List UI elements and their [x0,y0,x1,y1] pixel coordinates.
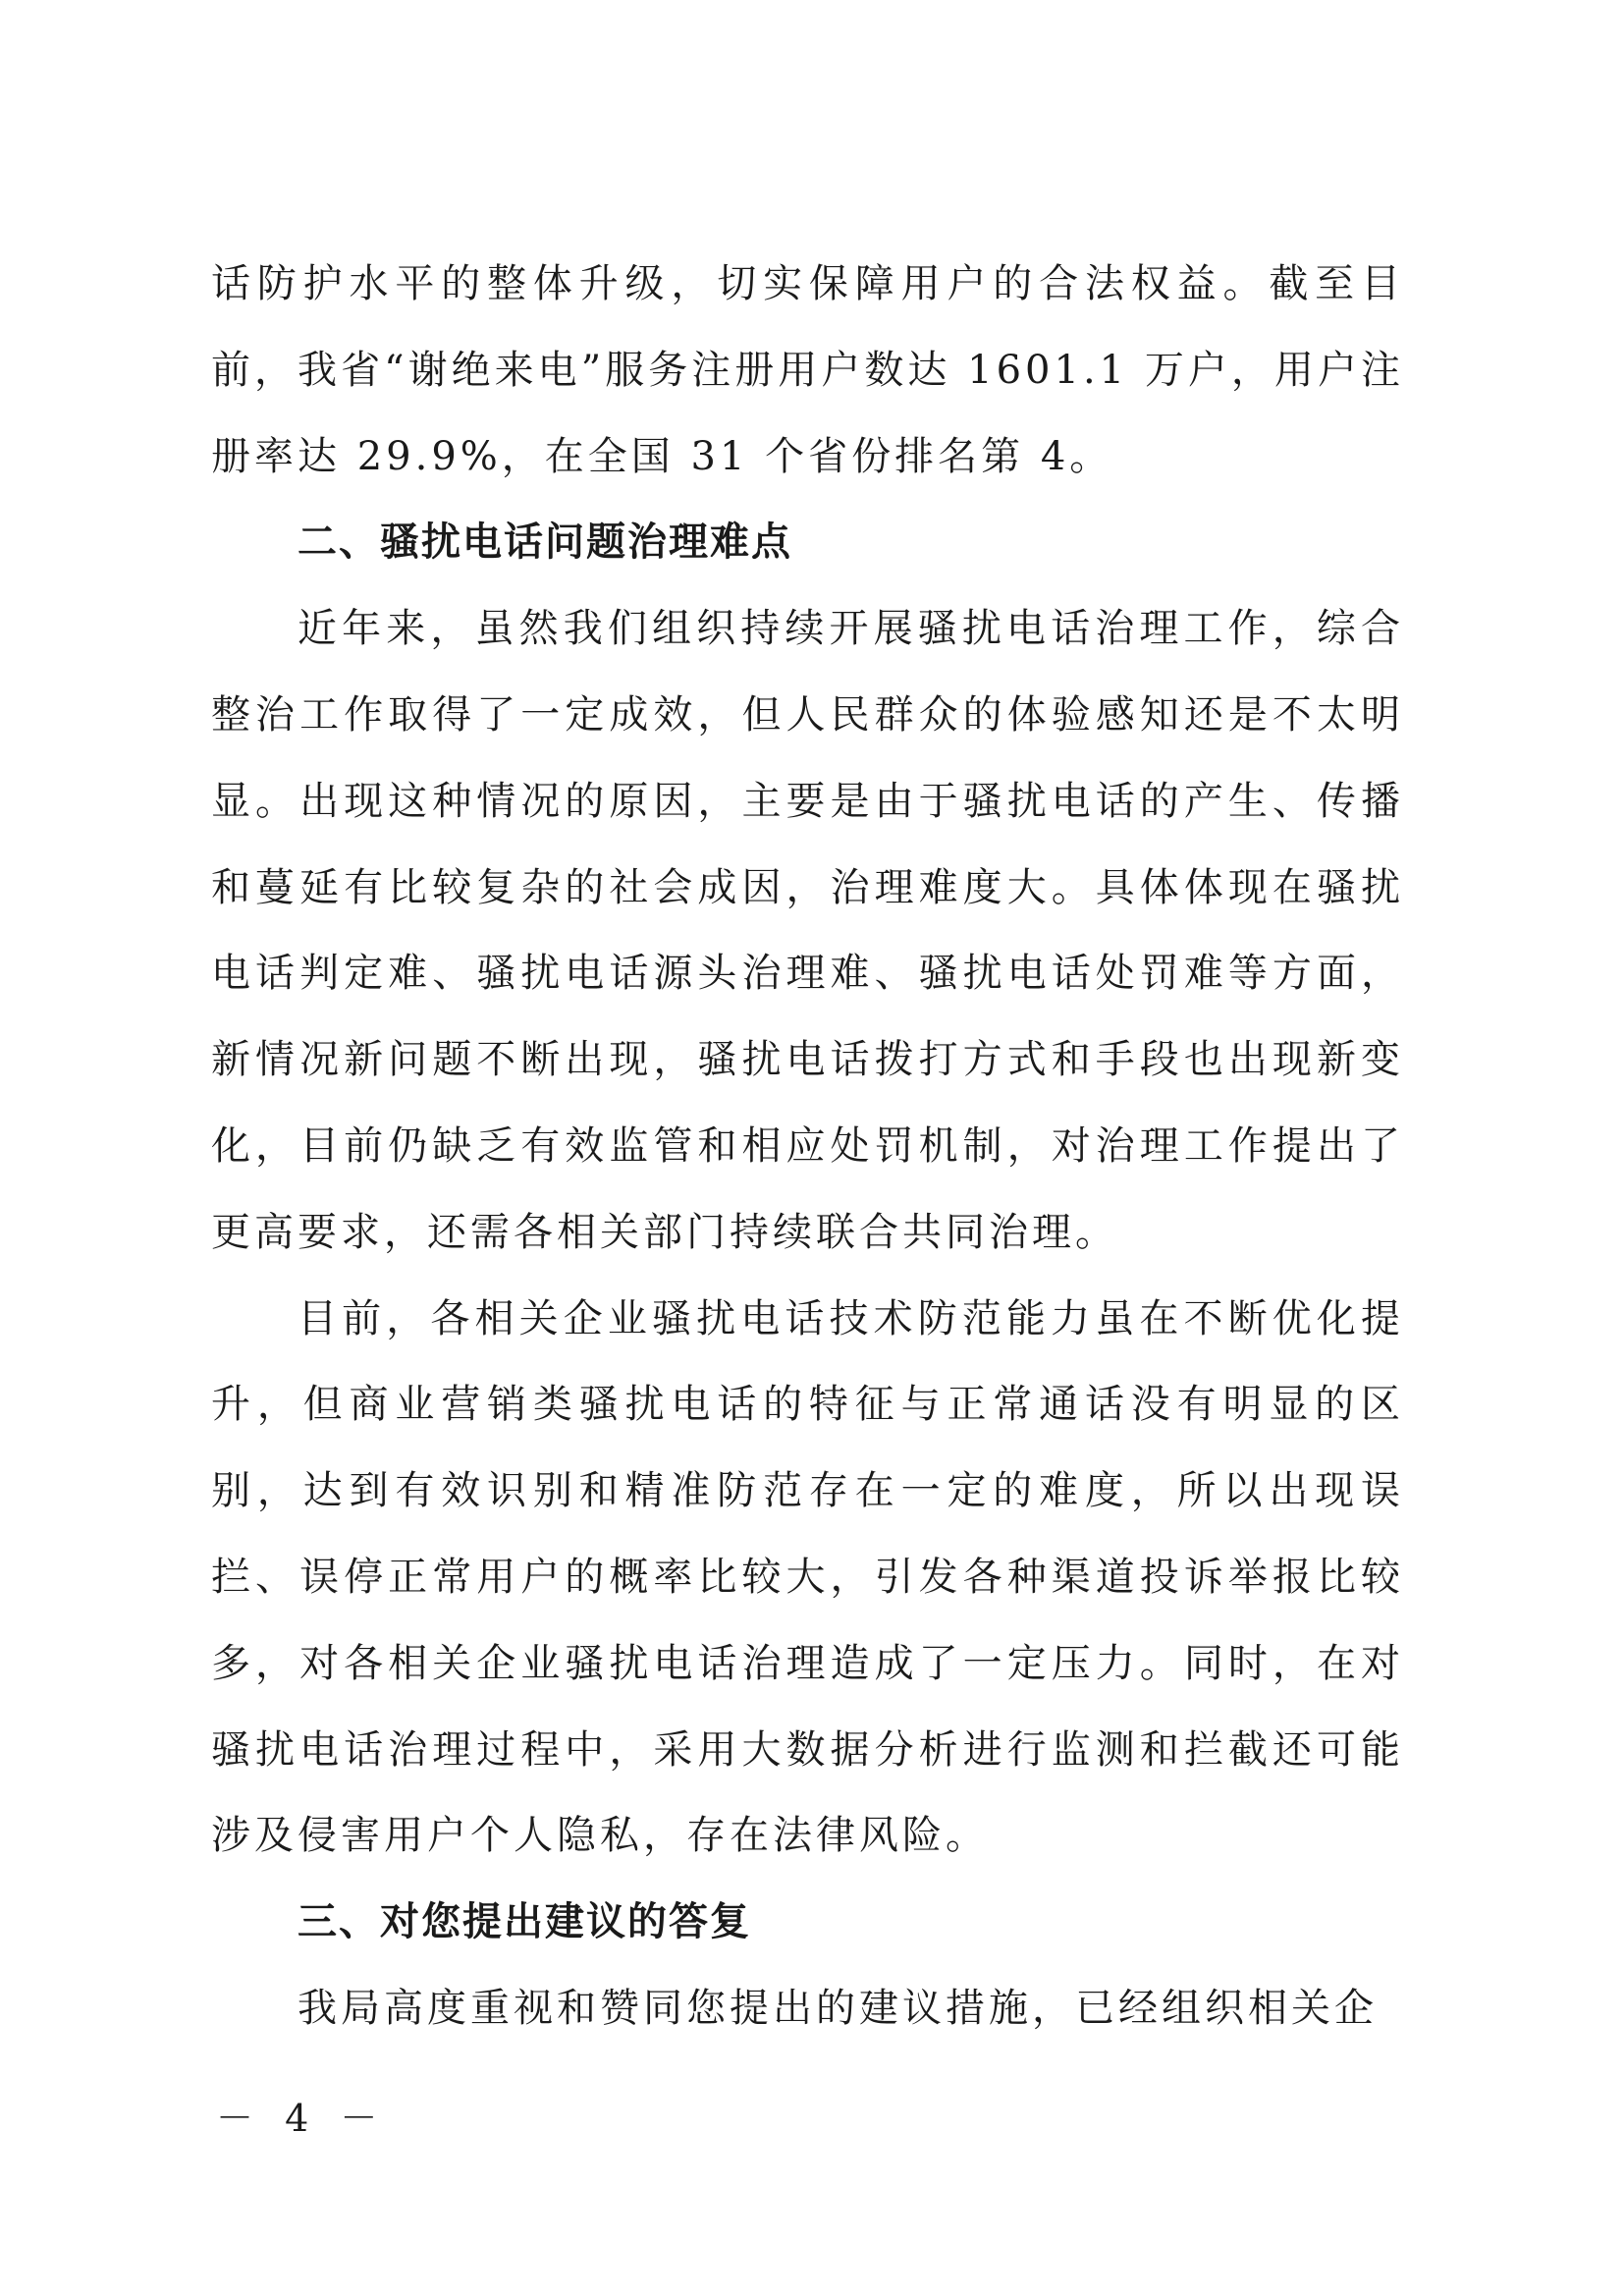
section-heading-3: 三、对您提出建议的答复 [298,1899,751,1945]
document-body [211,242,1404,2052]
section-heading-2: 二、骚扰电话问题治理难点 [298,519,792,566]
paragraph-reply: 我局高度重视和赞同您提出的建议措施，已经组织相关企 [298,1985,1378,2031]
page-number: － 4 － [216,2097,388,2140]
paragraph-current-situation: 目前，各相关企业骚扰电话技术防范能力虽在不断优化提升，但商业营销类骚扰电话的特征与正常通话没有明显的区别，达到有效识别和精准防范存在一定的难度，所以出现误拦、误停正常用户的概率比较大，引发各种渠道投诉举报比较多，对各相关企业骚扰电话治理造成了一定压力。同时，在对骚扰电话治理过程中，采用大数据分析进行监测和拦截还可能涉及侵害用户个人隐私，存在法律风险。 [211,1295,1404,1859]
paragraph-difficulties: 近年来，虽然我们组织持续开展骚扰电话治理工作，综合整治工作取得了一定成效，但人民群众的体验感知还是不太明显。出现这种情况的原因，主要是由于骚扰电话的产生、传播和蔓延有比较复杂的社会成因，治理难度大。具体体现在骚扰电话判定难、骚扰电话源头治理难、骚扰电话处罚难等方面，新情况新问题不断出现，骚扰电话拨打方式和手段也出现新变化，目前仍缺乏有效监管和相应处罚机制，对治理工作提出了更高要求，还需各相关部门持续联合共同治理。 [211,606,1404,1255]
paragraph-continued: 话防护水平的整体升级，切实保障用户的合法权益。截至目前，我省“谢绝来电”服务注册用户数达 1601.1 万户，用户注册率达 29.9%，在全国 31 个省份排名第 4。 [211,261,1404,479]
